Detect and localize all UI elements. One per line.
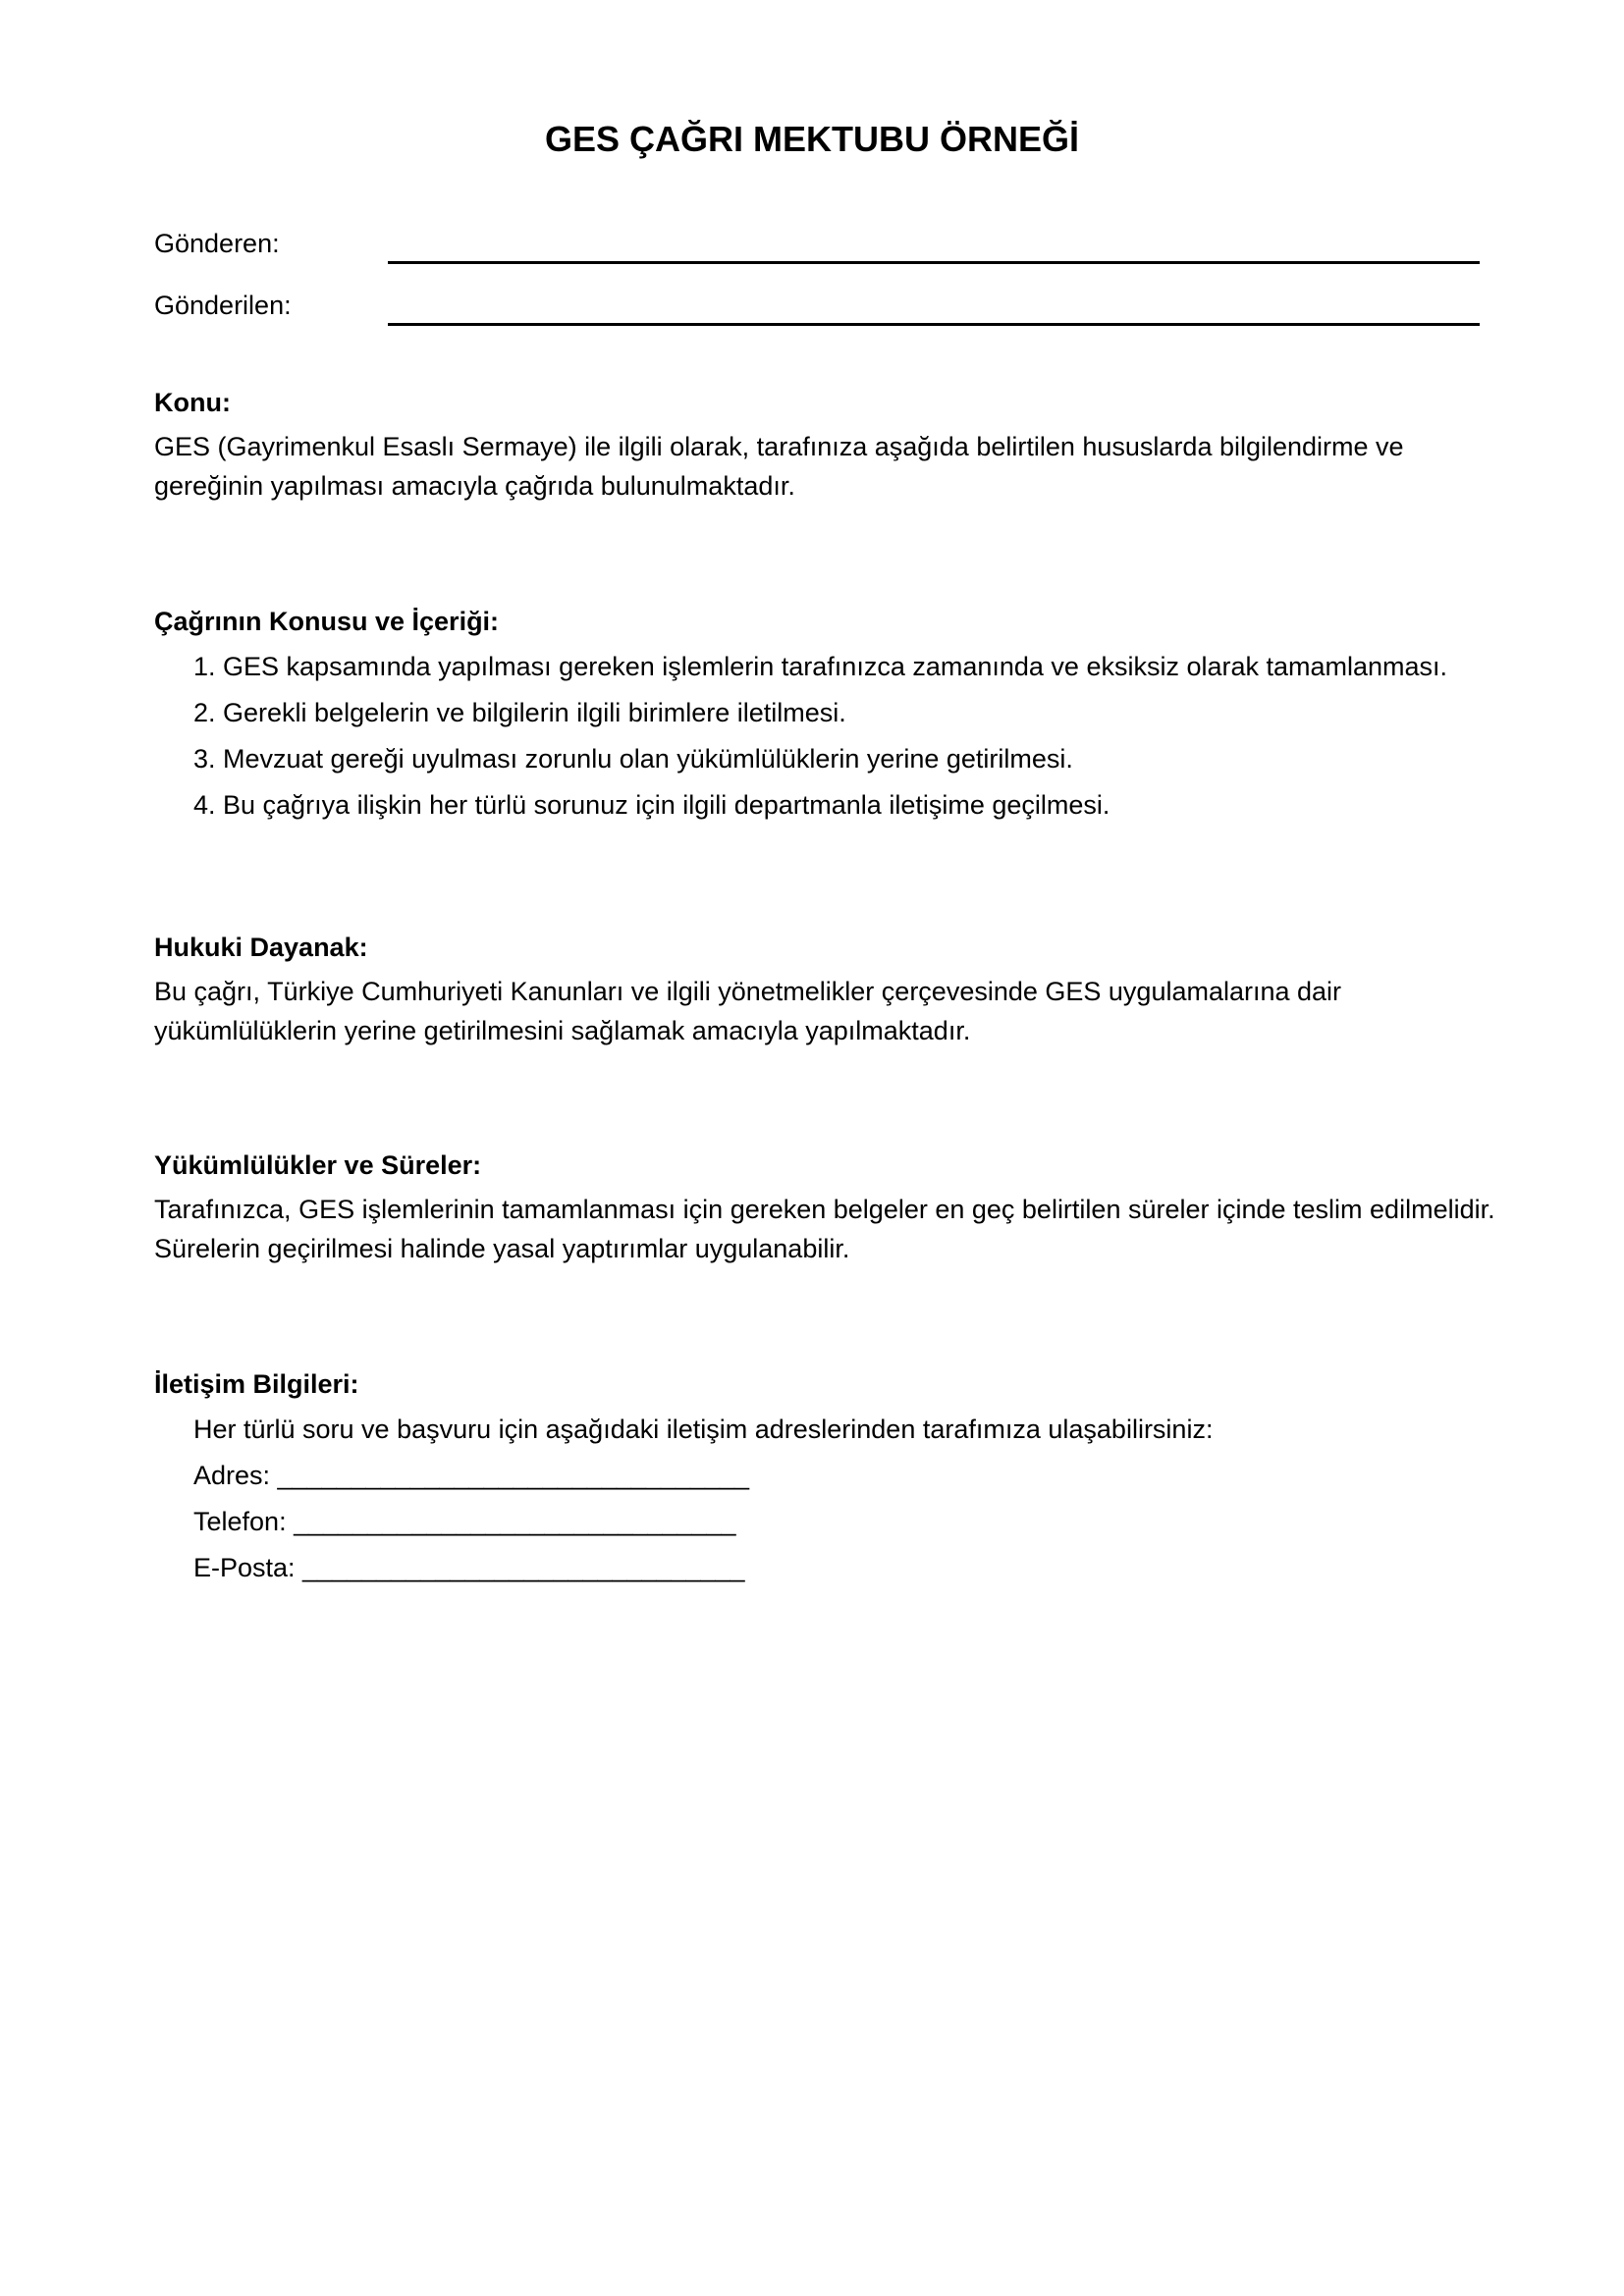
subject-text: GES (Gayrimenkul Esaslı Sermaye) ile ilgili olarak, tarafınıza aşağıda belirtilen hususlarda bilgilendirme ve gereğinin yapılması amacıyla çağrıda bulunulmaktadır. [154, 432, 1404, 501]
sender-label: Gönderen: [154, 229, 280, 258]
content-heading: Çağrının Konusu ve İçeriği: [154, 607, 500, 636]
contact-intro: Her türlü soru ve başvuru için aşağıdaki iletişim adreslerinden tarafımıza ulaşabilirsiniz: [193, 1415, 1214, 1444]
list-item: 1. GES kapsamında yapılması gereken işlemlerin tarafınızca zamanında ve eksiksiz olarak tamamlanması. [193, 652, 1448, 681]
document-title: GES ÇAĞRI MEKTUBU ÖRNEĞİ [544, 119, 1080, 159]
contact-email: E-Posta: ______________________________ [193, 1553, 745, 1582]
legal-heading: Hukuki Dayanak: [154, 933, 368, 962]
contact-heading: İletişim Bilgileri: [154, 1369, 359, 1399]
list-item: 3. Mevzuat gereği uyulması zorunlu olan yükümlülüklerin yerine getirilmesi. [193, 744, 1073, 774]
sender-field [154, 224, 1480, 267]
recipient-blank-line [388, 323, 1480, 326]
subject-heading: Konu: [154, 388, 231, 417]
content-list [193, 644, 1519, 828]
contact-address: Adres: ________________________________ [193, 1461, 750, 1490]
obligations-heading: Yükümlülükler ve Süreler: [154, 1150, 482, 1180]
obligations-text: Tarafınızca, GES işlemlerinin tamamlanması için gereken belgeler en geç belirtilen süreler içinde teslim edilmelidir. Sürelerin geçirilmesi halinde yasal yaptırımlar uygulanabilir. [154, 1195, 1495, 1263]
sender-blank-line [388, 261, 1480, 264]
recipient-label: Gönderilen: [154, 291, 292, 320]
contact-block [193, 1407, 1519, 1591]
list-item: 4. Bu çağrıya ilişkin her türlü sorunuz için ilgili departmanla iletişime geçilmesi. [193, 790, 1110, 820]
legal-text: Bu çağrı, Türkiye Cumhuriyeti Kanunları ve ilgili yönetmelikler çerçevesinde GES uygulamalarına dair yükümlülüklerin yerine getirilmesini sağlamak amacıyla yapılmaktadır. [154, 977, 1342, 1045]
contact-phone: Telefon: ______________________________ [193, 1507, 736, 1536]
list-item: 2. Gerekli belgelerin ve bilgilerin ilgili birimlere iletilmesi. [193, 698, 846, 727]
recipient-field [154, 286, 1480, 329]
